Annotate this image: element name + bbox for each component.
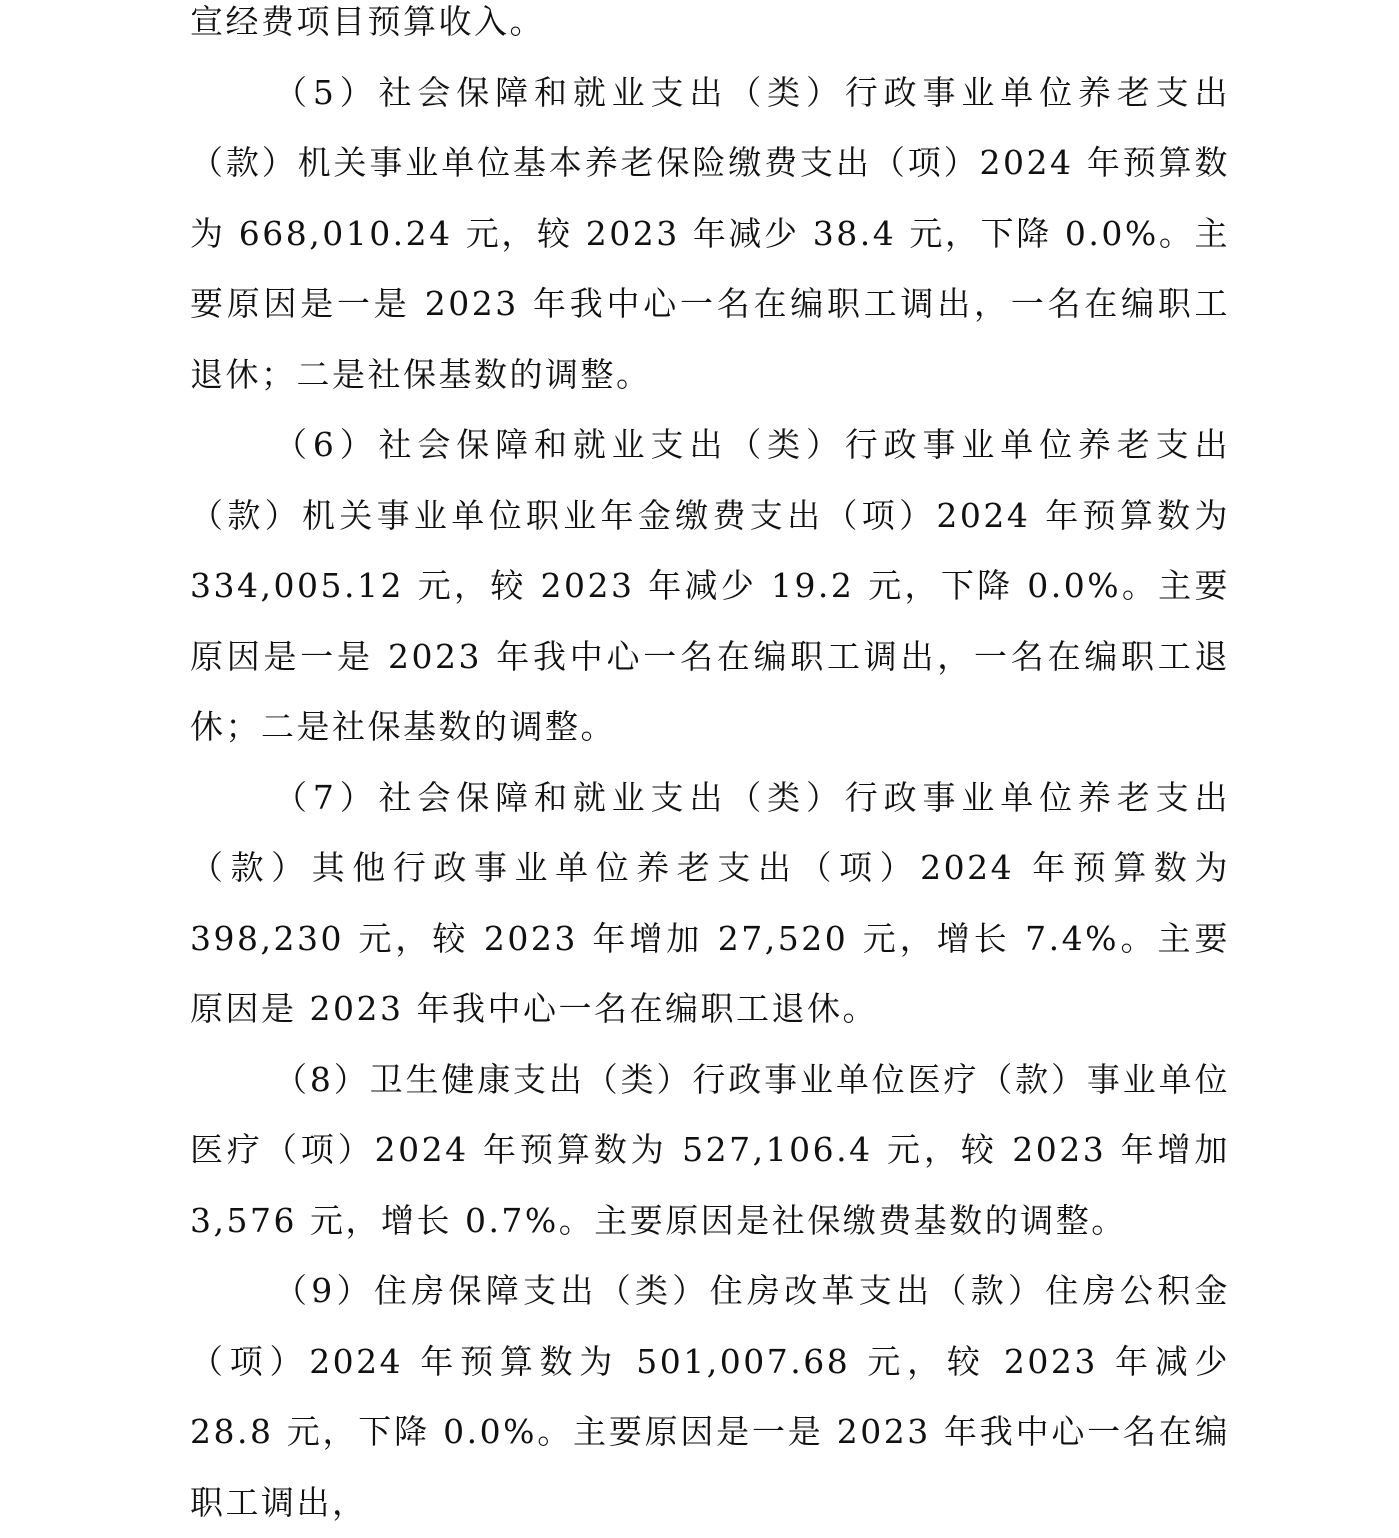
paragraph-item-5: （5）社会保障和就业支出（类）行政事业单位养老支出（款）机关事业单位基本养老保险缴费支出（项）2024 年预算数为 668,010.24 元，较 2023 年减少 38.4 元，下降 0.0%。主要原因是一是 2023 年我中心一名在编职工调出，一名在编职工退休；二是社保基数的调整。	[190, 72, 1230, 394]
paragraph-item-6: （6）社会保障和就业支出（类）行政事业单位养老支出（款）机关事业单位职业年金缴费支出（项）2024 年预算数为 334,005.12 元，较 2023 年减少 19.2 元，下降 0.0%。主要原因是一是 2023 年我中心一名在编职工调出，一名在编职工退休；二是社保基数的调整。	[190, 425, 1230, 746]
document-page	[190, 0, 1230, 1538]
paragraph-continued: 宣经费项目预算收入。	[190, 2, 545, 41]
paragraph-item-7: （7）社会保障和就业支出（类）行政事业单位养老支出（款）其他行政事业单位养老支出（项）2024 年预算数为 398,230 元，较 2023 年增加 27,520 元，增长 7.4%。主要原因是 2023 年我中心一名在编职工退休。	[190, 777, 1230, 1028]
paragraph-item-8: （8）卫生健康支出（类）行政事业单位医疗（款）事业单位医疗（项）2024 年预算数为 527,106.4 元，较 2023 年增加 3,576 元，增长 0.7%。主要原因是社保缴费基数的调整。	[190, 1059, 1230, 1240]
paragraph-item-9: （9）住房保障支出（类）住房改革支出（款）住房公积金（项）2024 年预算数为 501,007.68 元，较 2023 年减少 28.8 元，下降 0.0%。主要原因是一是 2023 年我中心一名在编职工调出，	[190, 1271, 1230, 1522]
